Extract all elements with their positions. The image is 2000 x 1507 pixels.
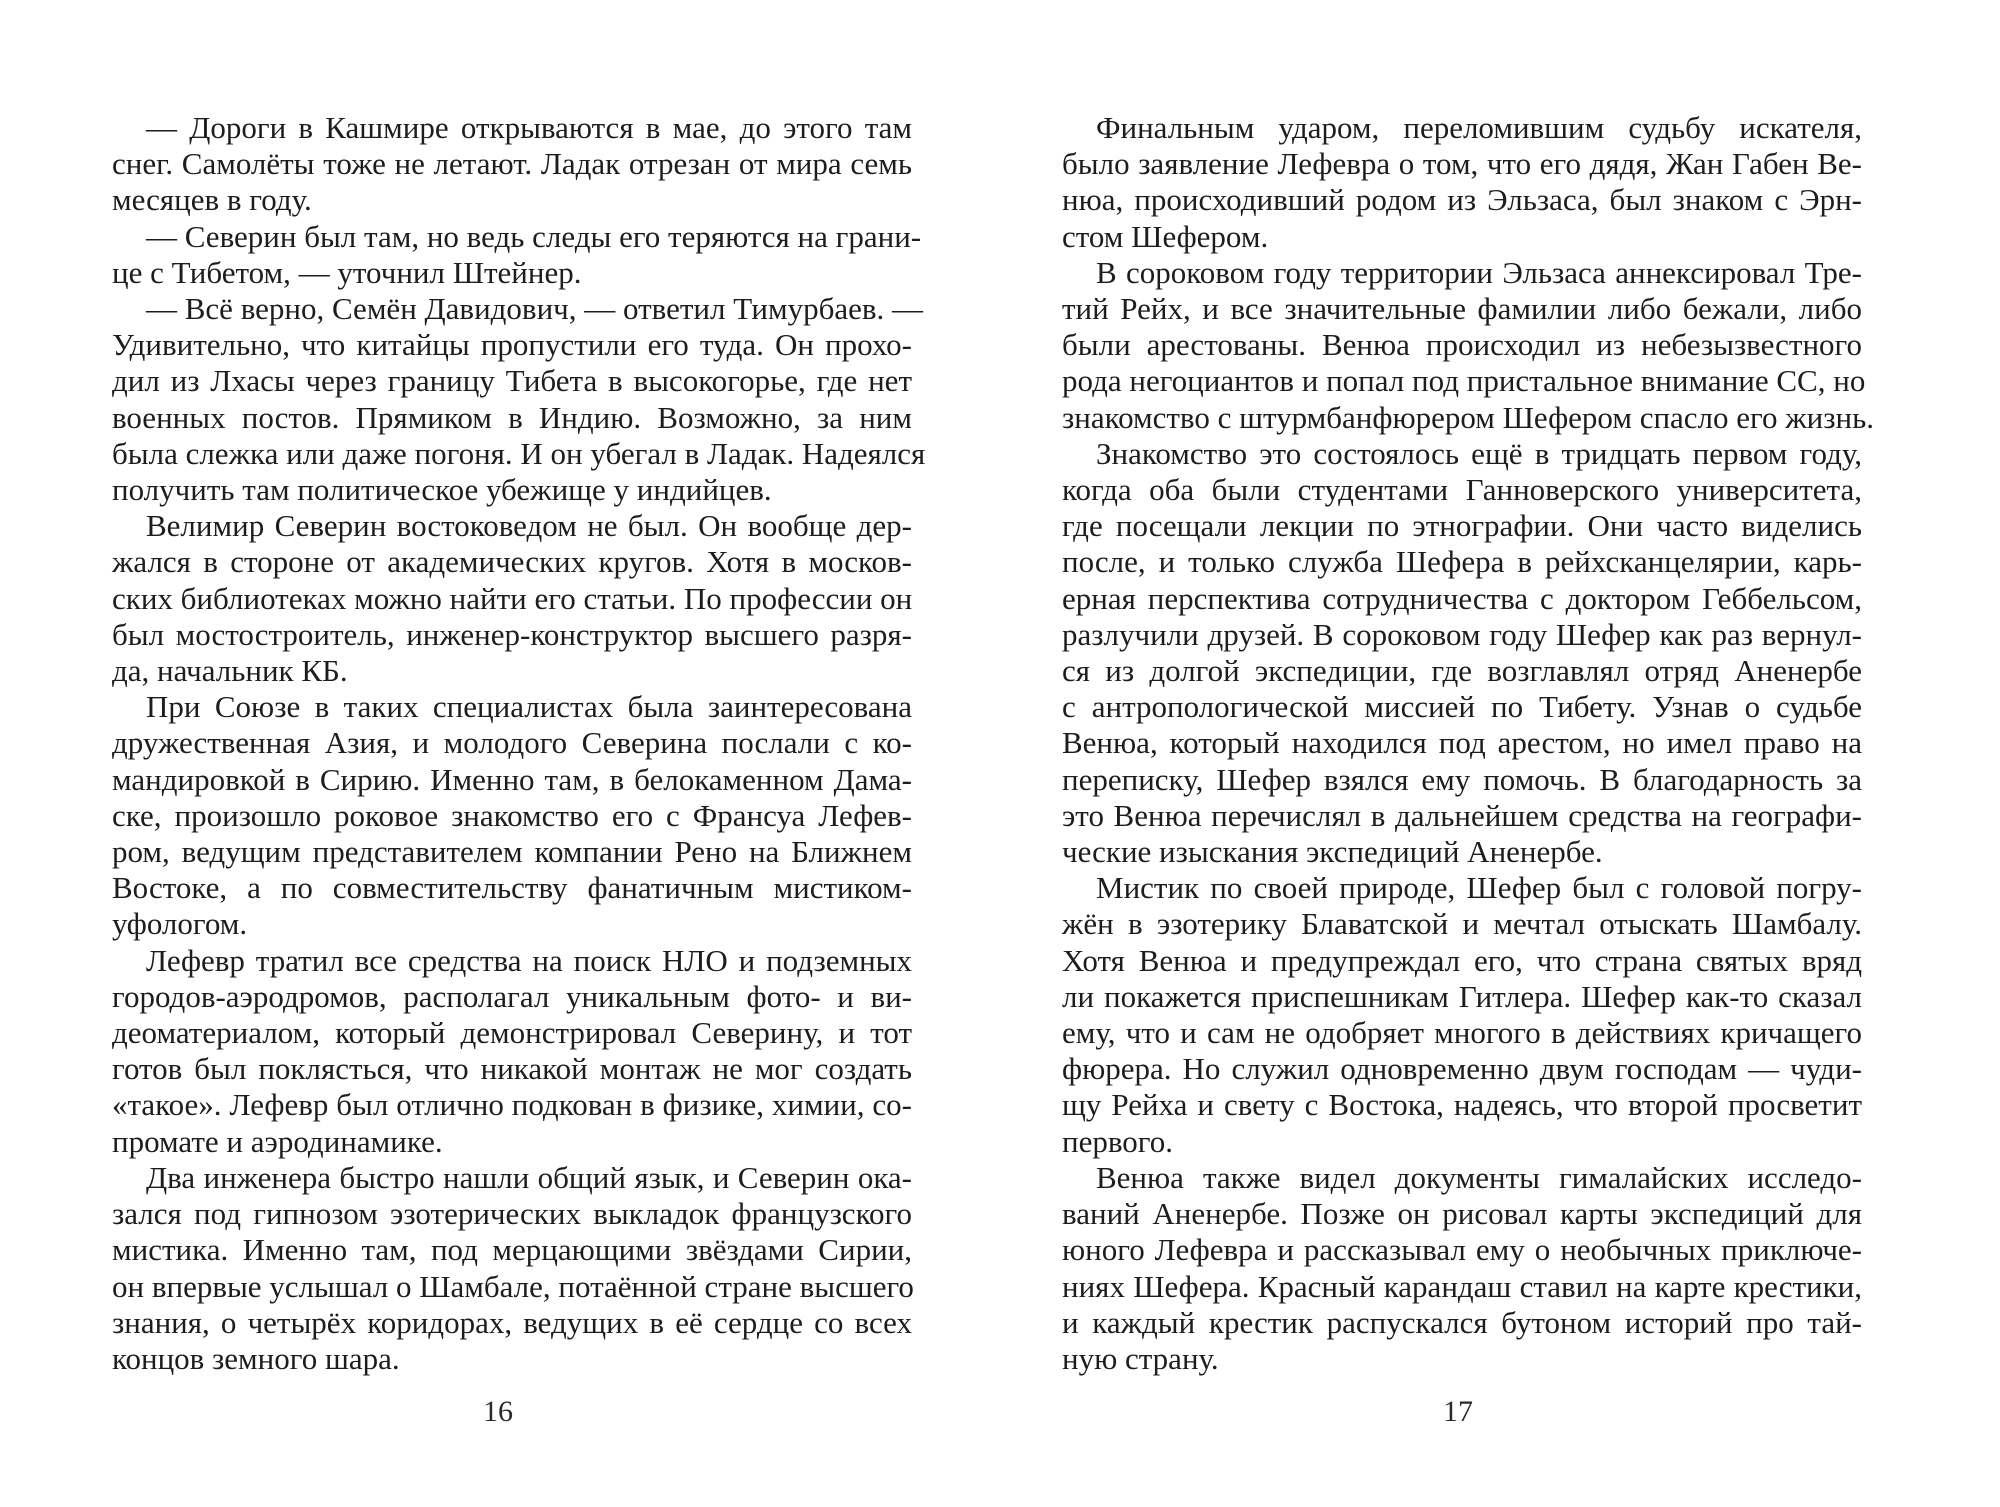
text-line: Удивительно, что китайцы пропустили его туда. Он прохо- [112,327,912,363]
text-line: переписку, Шефер взялся ему помочь. В благодарность за [1062,761,1862,797]
text-line: фюрера. Но служил одновременно двум господам — чуди- [1062,1051,1862,1087]
page-number-right: 17 [1443,1395,1473,1428]
text-line: — Всё верно, Семён Давидович, — ответил Тимурбаев. — [146,291,924,327]
text-line: ему, что и сам не одобряет многого в действиях кричащего [1062,1015,1862,1051]
text-line: с антропологической миссией по Тибету. Узнав о судьбе [1062,689,1862,725]
text-line: тий Рейх, и все значительные фамилии либо бежали, либо [1062,291,1862,327]
text-line: жён в эзотерику Блаватской и мечтал отыскать Шамбалу. [1062,906,1862,942]
text-line: это Венюа перечислял в дальнейшем средства на географи- [1062,797,1862,833]
text-line: знания, о четырёх коридорах, ведущих в её сердце со всех [112,1304,912,1340]
text-line: знакомство с штурмбанфюрером Шефером спасло его жизнь. [1062,399,1874,435]
text-line: Два инженера быстро нашли общий язык, и Северин ока- [146,1159,912,1195]
text-line: ских библиотеках можно найти его статьи. По профессии он [112,580,913,616]
text-line: получить там политическое убежище у индийцев. [112,472,772,508]
text-line: первого. [1062,1123,1173,1159]
text-line: «такое». Лефевр был отлично подкован в физике, химии, со- [112,1087,912,1123]
text-line: ную страну. [1062,1340,1219,1376]
text-line: ске, произошло роковое знакомство его с Франсуа Лефев- [112,797,912,833]
left-page [112,110,926,1480]
paragraph [112,689,912,942]
text-line: Финальным ударом, переломившим судьбу искателя, [1096,110,1862,145]
text-line: деоматериалом, который демонстрировал Северину, и тот [112,1015,912,1051]
text-line: Венюа, который находился под арестом, но имел право на [1062,725,1862,761]
text-line: ся из долгой экспедиции, где возглавлял отряд Аненербе [1062,653,1862,689]
paragraph [112,218,922,291]
text-line: нюа, происходивший родом из Эльзаса, был знаком с Эрн- [1062,182,1862,218]
text-line: стом Шефером. [1062,218,1269,254]
text-line: щу Рейха и свету с Востока, надеясь, что второй просветит [1062,1087,1862,1123]
text-line: уфологом. [112,906,248,942]
text-line: При Союзе в таких специалистах была заинтересована [146,689,912,725]
text-line: была слежка или даже погоня. И он убегал в Ладак. Надеялся [112,435,926,471]
text-line: Венюа также видел документы гималайских исследо- [1096,1159,1862,1195]
text-line: ерная перспектива сотрудничества с доктором Геббельсом, [1062,580,1862,616]
text-line: це с Тибетом, — уточнил Штейнер. [112,254,582,290]
text-line: разлучили друзей. В сороковом году Шефер как раз вернул- [1062,616,1862,652]
text-line: дружественная Азия, и молодого Северина послали с ко- [112,725,912,761]
text-line: ниях Шефера. Красный карандаш ставил на карте крестики, [1062,1268,1862,1304]
text-line: после, и только служба Шефера в рейхсканцелярии, карь- [1062,544,1862,580]
text-line: ваний Аненербе. Позже он рисовал карты экспедиций для [1062,1196,1862,1232]
text-line: когда оба были студентами Ганноверского университета, [1062,472,1862,508]
paragraph [1062,110,1862,255]
text-line: где посещали лекции по этнографии. Они часто виделись [1062,508,1862,544]
paragraph [112,291,926,508]
paragraph [1062,436,1862,870]
paragraph [1062,254,1874,436]
right-page-text [1062,110,1874,1377]
text-line: жался в стороне от академических кругов. Хотя в москов- [112,544,912,580]
text-line: готов был поклясться, что никакой монтаж не мог создать [112,1051,912,1087]
right-page [1062,110,1874,1480]
text-line: — Северин был там, но ведь следы его теряются на грани- [146,218,922,254]
text-line: Востоке, а по совместительству фанатичным мистиком- [112,870,912,906]
text-line: промате и аэродинамике. [112,1123,443,1159]
text-line: — Дороги в Кашмире открываются в мае, до этого там [146,110,912,145]
text-line: был мостостроитель, инженер-конструктор высшего разря- [112,616,912,652]
text-line: Хотя Венюа и предупреждал его, что страна святых вряд [1062,942,1862,978]
text-line: мистика. Именно там, под мерцающими звёздами Сирии, [112,1232,912,1268]
text-line: В сороковом году территории Эльзаса аннексировал Тре- [1096,254,1862,290]
text-line: дил из Лхасы через границу Тибета в высокогорье, где нет [112,363,912,399]
text-line: Мистик по своей природе, Шефер был с головой погру- [1096,870,1862,906]
text-line: зался под гипнозом эзотерических выкладок французского [112,1196,912,1232]
text-line: было заявление Лефевра о том, что его дядя, Жан Габен Ве- [1062,146,1862,182]
text-line: мандировкой в Сирию. Именно там, в белокаменном Дама- [112,761,912,797]
text-line: Знакомство это состоялось ещё в тридцать первом году, [1096,435,1862,471]
paragraph [112,110,912,219]
paragraph [1062,870,1862,1160]
paragraph [112,943,912,1160]
text-line: ром, ведущим представителем компании Рено на Ближнем [112,834,912,870]
text-line: военных постов. Прямиком в Индию. Возможно, за ним [112,399,912,435]
text-line: концов земного шара. [112,1340,400,1376]
page-number-left: 16 [483,1395,513,1428]
text-line: ли покажется приспешникам Гитлера. Шефер как-то сказал [1062,978,1862,1014]
text-line: он впервые услышал о Шамбале, потаённой стране высшего [112,1268,914,1304]
text-line: да, начальник КБ. [112,653,348,689]
paragraph [112,508,912,689]
text-line: Велимир Северин востоковедом не был. Он вообще дер- [146,508,912,544]
text-line: ческие изыскания экспедиций Аненербе. [1062,834,1603,870]
text-line: юного Лефевра и рассказывал ему о необычных приключе- [1062,1232,1862,1268]
text-line: рода негоциантов и попал под пристальное внимание СС, но [1062,363,1866,399]
paragraph [1062,1160,1862,1377]
text-line: снег. Самолёты тоже не летают. Ладак отрезан от мира семь [112,146,912,182]
text-line: и каждый крестик распускался бутоном историй про тай- [1062,1304,1862,1340]
text-line: городов-аэродромов, располагал уникальным фото- и ви- [112,978,912,1014]
text-line: Лефевр тратил все средства на поиск НЛО и подземных [146,942,912,978]
text-line: месяцев в году. [112,182,312,218]
paragraph [112,1160,912,1377]
left-page-text [112,110,926,1377]
text-line: были арестованы. Венюа происходил из небезызвестного [1062,327,1862,363]
